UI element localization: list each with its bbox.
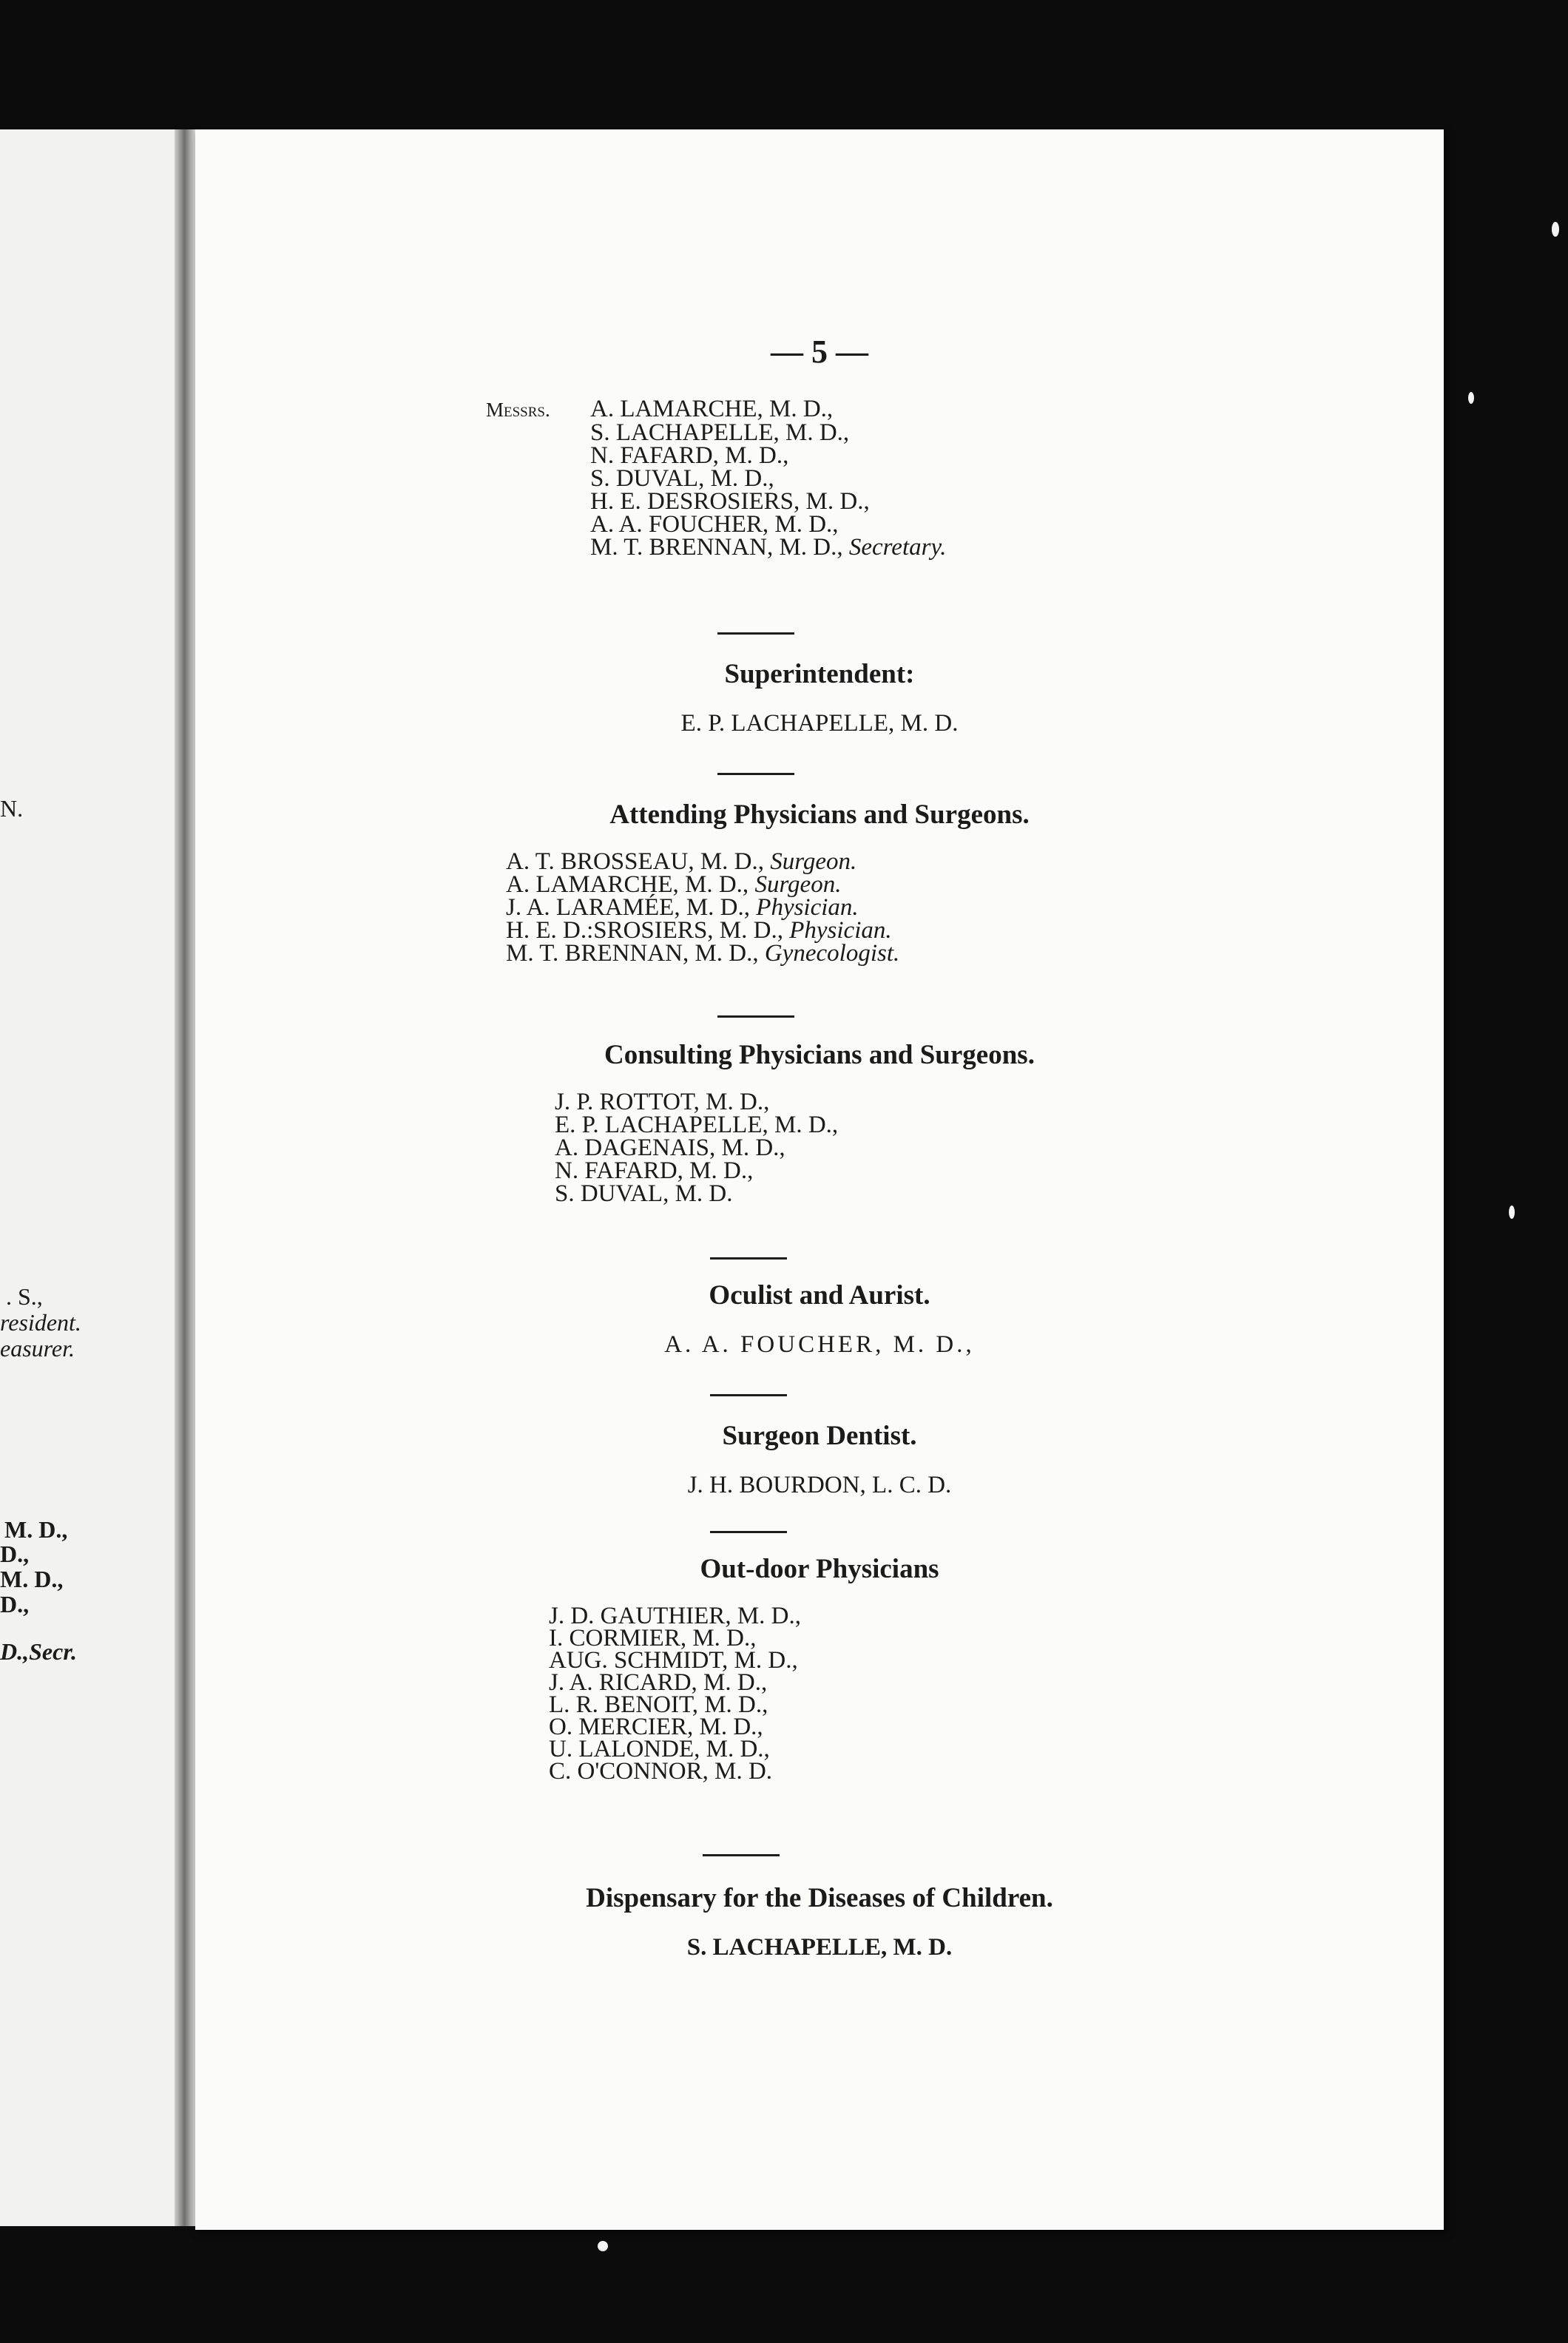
- outdoor-member: U. LALONDE, M. D.,: [549, 1736, 770, 1762]
- superintendent-heading: Superintendent:: [724, 659, 915, 689]
- attending-list: [506, 848, 900, 967]
- attending-role: Gynecologist.: [764, 940, 900, 967]
- attending-role: Surgeon.: [754, 871, 842, 898]
- section-rule: [717, 773, 794, 775]
- board-member: S. LACHAPELLE, M. D.,: [590, 419, 850, 446]
- left-page-fragment: . S.,: [6, 1283, 43, 1310]
- consulting-list: [555, 1091, 838, 1206]
- outdoor-member: J. D. GAUTHIER, M. D.,: [549, 1603, 801, 1629]
- previous-page: [0, 129, 194, 2226]
- attending-member: H. E. D.:SROSIERS, M. D.,: [506, 917, 783, 944]
- dust-speck: [1552, 222, 1559, 237]
- attending-heading: Attending Physicians and Surgeons.: [609, 799, 1030, 830]
- messrs-label: Messrs.: [486, 399, 550, 421]
- secretary-role: Secretary.: [848, 534, 947, 561]
- dentist-name: J. H. BOURDON, L. C. D.: [687, 1472, 952, 1498]
- consulting-member: J. P. ROTTOT, M. D.,: [555, 1089, 770, 1115]
- page-gutter: [175, 129, 197, 2226]
- section-rule: [717, 632, 794, 635]
- section-rule: [710, 1394, 787, 1396]
- attending-role: Surgeon.: [770, 848, 857, 875]
- left-page-fragment: M. D.,: [0, 1566, 64, 1592]
- board-member: H. E. DESROSIERS, M. D.,: [590, 488, 870, 515]
- section-rule: [710, 1257, 787, 1260]
- outdoor-list: [549, 1603, 801, 1785]
- left-page-fragment: easurer.: [0, 1335, 75, 1362]
- attending-member: J. A. LARAMÉE, M. D.,: [506, 894, 751, 921]
- outdoor-member: L. R. BENOIT, M. D.,: [549, 1691, 768, 1718]
- board-member: N. FAFARD, M. D.,: [590, 442, 789, 469]
- board-list: [486, 398, 947, 559]
- outdoor-member: O. MERCIER, M. D.,: [549, 1714, 763, 1740]
- oculist-name: A. A. FOUCHER, M. D.,: [664, 1331, 975, 1358]
- outdoor-heading: Out-door Physicians: [700, 1554, 939, 1584]
- board-member: S. DUVAL, M. D.,: [590, 465, 774, 492]
- attending-member: M. T. BRENNAN, M. D.,: [506, 940, 759, 967]
- dust-speck: [1468, 392, 1474, 404]
- children-heading: Dispensary for the Diseases of Children.: [586, 1883, 1053, 1913]
- outdoor-member: AUG. SCHMIDT, M. D.,: [549, 1647, 798, 1674]
- consulting-member: E. P. LACHAPELLE, M. D.,: [555, 1112, 839, 1138]
- left-page-fragment: M. D.,: [4, 1516, 68, 1543]
- left-page-fragment: D.,: [0, 1541, 30, 1567]
- oculist-heading: Oculist and Aurist.: [709, 1280, 930, 1311]
- left-page-fragment: D.,: [0, 1591, 30, 1617]
- attending-role: Physician.: [756, 894, 859, 921]
- board-member: A. A. FOUCHER, M. D.,: [590, 511, 839, 538]
- consulting-member: A. DAGENAIS, M. D.,: [555, 1135, 785, 1161]
- outdoor-member: I. CORMIER, M. D.,: [549, 1625, 757, 1651]
- outdoor-member: J. A. RICARD, M. D.,: [549, 1669, 768, 1696]
- attending-member: A. LAMARCHE, M. D.,: [506, 871, 749, 898]
- left-page-fragment: D.,Secr.: [0, 1638, 77, 1665]
- consulting-heading: Consulting Physicians and Surgeons.: [604, 1040, 1035, 1070]
- consulting-member: N. FAFARD, M. D.,: [555, 1157, 754, 1184]
- document-page: [195, 129, 1444, 2230]
- superintendent-name: E. P. LACHAPELLE, M. D.: [680, 710, 959, 737]
- dentist-heading: Surgeon Dentist.: [722, 1421, 917, 1451]
- board-member: M. T. BRENNAN, M. D.,: [590, 534, 843, 561]
- left-page-fragment: resident.: [0, 1309, 81, 1336]
- section-rule: [717, 1015, 794, 1018]
- attending-member: A. T. BROSSEAU, M. D.,: [506, 848, 764, 875]
- dust-speck: [1509, 1206, 1515, 1219]
- section-rule: [703, 1854, 780, 1856]
- outdoor-member: C. O'CONNOR, M. D.: [549, 1758, 773, 1785]
- children-name: S. LACHAPELLE, M. D.: [686, 1934, 953, 1961]
- page-number: — 5 —: [771, 334, 868, 370]
- attending-role: Physician.: [789, 917, 892, 944]
- section-rule: [710, 1531, 787, 1533]
- dust-speck: [598, 2241, 608, 2251]
- consulting-member: S. DUVAL, M. D.: [555, 1180, 733, 1207]
- board-member: A. LAMARCHE, M. D.,: [590, 396, 834, 422]
- left-page-fragment: N.: [0, 795, 24, 822]
